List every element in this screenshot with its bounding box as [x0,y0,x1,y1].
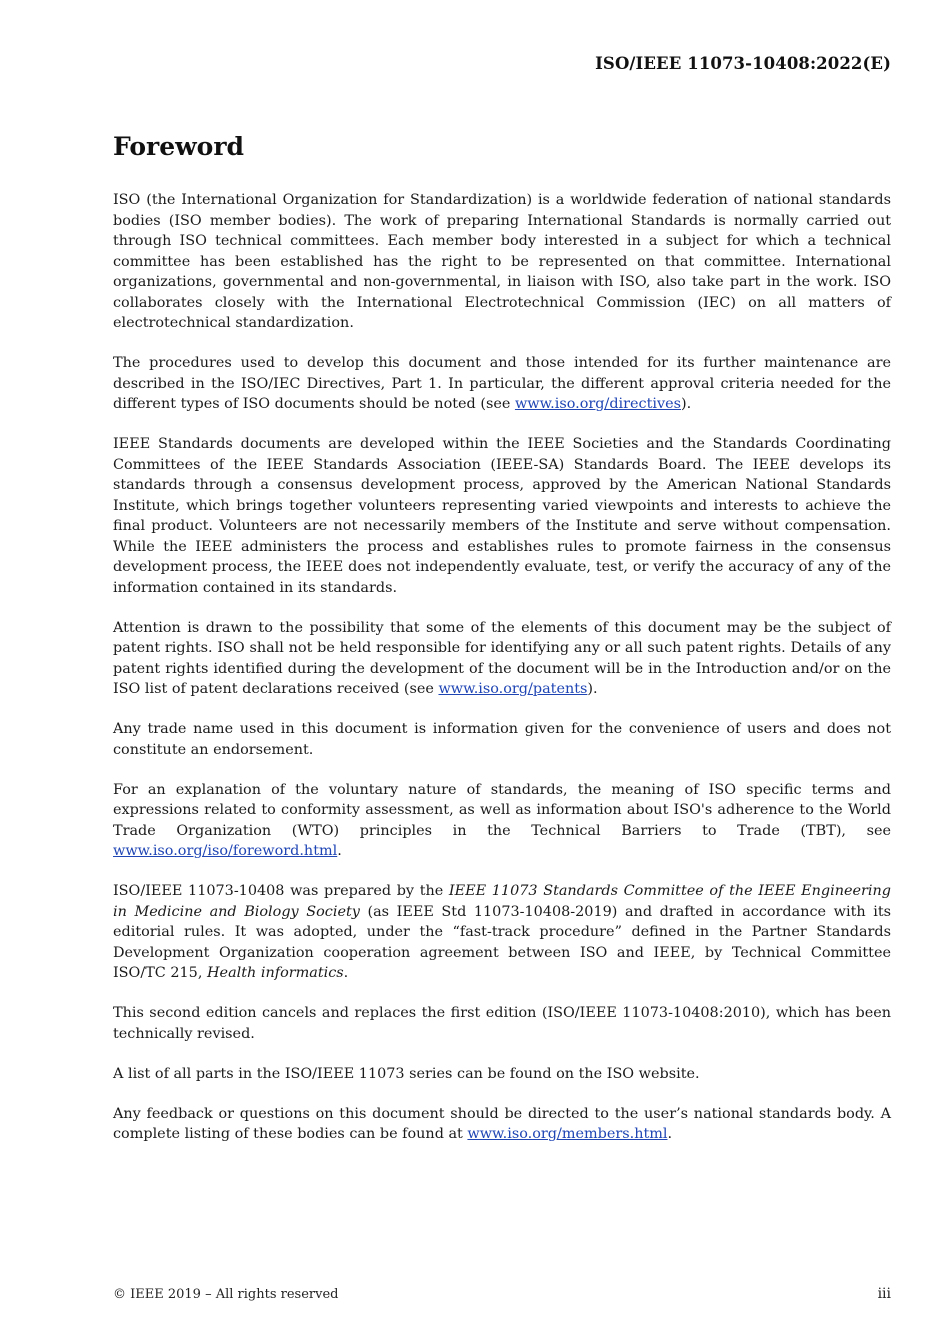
members-link[interactable]: www.iso.org/members.html [467,1126,668,1142]
paragraph-series-list: A list of all parts in the ISO/IEEE 11073 series can be found on the ISO website. [113,1065,700,1082]
foreword-body [113,190,891,1164]
committee-name: IEEE 11073 Standards Committee of the IEEE Engineering in Medicine and Biology Society [113,883,891,920]
paragraph-ieee-standards: IEEE Standards documents are developed within the IEEE Societies and the Standards Coordinating Committees of the IEEE Standards Association (IEEE-SA) Standards Board. The IEEE develops its standards through a consensus development process, approved by the American National Standards Institute, which brings together volunteers representing varied viewpoints and interests to achieve the final product. Volunteers are not necessarily members of the Institute and serve without compensation. While the IEEE administers the process and establishes rules to promote fairness in the consensus development process, the IEEE does not independently evaluate, test, or verify the accuracy of any of the information contained in its standards. [113,436,891,596]
paragraph-edition: This second edition cancels and replaces the first edition (ISO/IEEE 11073-10408:2010), which has been technically revised. [113,1005,891,1042]
tc-name: Health informatics [207,965,344,981]
copyright-footer: © IEEE 2019 – All rights reserved [113,1287,339,1302]
directives-link[interactable]: www.iso.org/directives [514,396,682,412]
page-title: Foreword [113,132,244,161]
page-number: iii [877,1286,891,1302]
foreword-info-link[interactable]: www.iso.org/iso/foreword.html [113,843,338,859]
paragraph-trade-name: Any trade name used in this document is information given for the convenience of users and does not constitute an endorsement. [113,721,891,758]
paragraph-iso-intro: ISO (the International Organization for Standardization) is a worldwide federation of national standards bodies (ISO member bodies). The work of preparing International Standards is normally carried out through ISO technical committees. Each member body interested in a subject for which a technical committee has been established has the right to be represented on that committee. International organizations, governmental and non-governmental, in liaison with ISO, also take part in the work. ISO collaborates closely with the International Electrotechnical Commission (IEC) on all matters of electrotechnical standardization. [113,192,891,331]
paragraph-preparation: ISO/IEEE 11073-10408 was prepared by the IEEE 11073 Standards Committee of the IEEE Engineering in Medicine and Biology Society (as IEEE Std 11073-10408-2019) and drafted in accordance with its editorial rules. It was adopted, under the “fast-track procedure” defined in the Partner Standards Development Organization cooperation agreement between ISO and IEEE, by Technical Committee ISO/TC 215, Health informatics. [113,883,891,981]
patents-link[interactable]: www.iso.org/patents [438,681,588,697]
document-id-header: ISO/IEEE 11073-10408:2022(E) [595,54,891,73]
document-page [113,0,891,1344]
paragraph-directives: The procedures used to develop this document and those intended for its further maintenance are described in the ISO/IEC Directives, Part 1. In particular, the different approval criteria needed for the different types of ISO documents should be noted (see www.iso.org/directives). [113,355,891,412]
paragraph-feedback: Any feedback or questions on this document should be directed to the user’s national standards body. A complete listing of these bodies can be found at www.iso.org/members.html. [113,1105,891,1142]
paragraph-voluntary-nature: For an explanation of the voluntary nature of standards, the meaning of ISO specific terms and expressions related to conformity assessment, as well as information about ISO's adherence to the World Trade Organization (WTO) principles in the Technical Barriers to Trade (TBT), see www.iso.org/iso/foreword.html. [113,781,891,859]
paragraph-patents: Attention is drawn to the possibility that some of the elements of this document may be the subject of patent rights. ISO shall not be held responsible for identifying any or all such patent rights. Details of any patent rights identified during the development of the document will be in the Introduction and/or on the ISO list of patent declarations received (see www.iso.org/patents). [113,619,891,697]
